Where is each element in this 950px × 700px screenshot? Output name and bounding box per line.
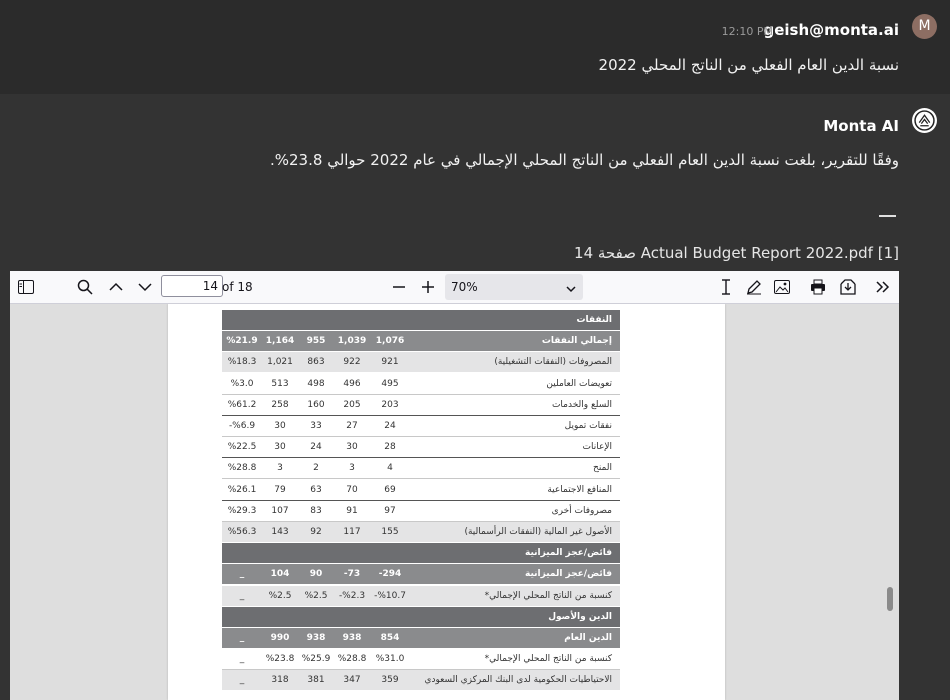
row-label: كنسبة من الناتج المحلي الإجمالي* xyxy=(484,654,612,665)
table-cell xyxy=(222,310,262,330)
table-cell: 1,039 xyxy=(337,336,367,347)
table-cell: %2.5 xyxy=(304,590,328,601)
assistant-avatar xyxy=(912,108,937,133)
table-cell: 1,021 xyxy=(267,357,293,368)
assistant-name: Monta AI xyxy=(823,117,899,135)
row-label: الإعانات xyxy=(582,442,612,453)
table-cell: 854 xyxy=(380,633,400,643)
table-cell: 938 xyxy=(342,633,362,643)
row-label: الدين والأصول xyxy=(548,611,612,622)
table-cell: 69 xyxy=(384,484,396,495)
table-cell: 1,076 xyxy=(375,336,405,347)
row-label: تعويضات العاملين xyxy=(546,378,612,389)
pdf-document-area[interactable] xyxy=(10,304,899,700)
draw-pen-icon[interactable] xyxy=(744,277,764,297)
table-cell: 30 xyxy=(346,442,358,453)
table-cell: 2 xyxy=(313,463,319,474)
table-row xyxy=(222,522,620,542)
table-cell: %28.8 xyxy=(227,463,257,474)
table-cell: 921 xyxy=(381,357,399,368)
table-cell: %61.2 xyxy=(227,399,257,410)
table-cell: 92 xyxy=(310,527,322,537)
row-label: المنح xyxy=(593,463,612,474)
table-row xyxy=(222,374,620,395)
table-cell: 143 xyxy=(271,527,289,537)
table-cell: 938 xyxy=(306,633,326,643)
zoom-out-icon[interactable] xyxy=(389,277,409,297)
row-label: فائض/عجز الميزانية xyxy=(525,548,612,559)
table-row xyxy=(222,395,620,416)
next-page-icon[interactable] xyxy=(135,277,155,297)
table-cell xyxy=(222,607,262,627)
table-cell: 63 xyxy=(310,484,322,495)
user-message-block xyxy=(0,0,950,94)
table-cell: _ xyxy=(239,633,245,643)
page-count: of 18 xyxy=(222,280,253,294)
table-cell xyxy=(370,543,410,563)
pdf-toolbar xyxy=(10,271,899,304)
table-cell: 4 xyxy=(387,463,393,474)
table-cell: 513 xyxy=(271,378,289,389)
sidebar-toggle-icon[interactable] xyxy=(16,277,36,297)
table-cell: %26.1 xyxy=(227,484,257,495)
citation-link[interactable]: [1] Actual Budget Report 2022.pdf صفحة 14 xyxy=(574,244,899,262)
text-select-icon[interactable] xyxy=(716,277,736,297)
table-cell: %3.0 xyxy=(230,378,254,389)
table-cell xyxy=(262,543,298,563)
zoom-in-icon[interactable] xyxy=(418,277,438,297)
table-cell: 107 xyxy=(271,505,289,516)
table-cell: %22.5 xyxy=(227,442,257,453)
table-cell: 990 xyxy=(270,633,290,643)
user-message-text: نسبة الدين العام الفعلي من الناتج المحلي 2022 xyxy=(598,56,899,74)
table-cell xyxy=(222,543,262,563)
table-cell: 30 xyxy=(274,442,286,453)
table-row xyxy=(222,437,620,458)
table-cell: 318 xyxy=(271,675,289,686)
insert-image-icon[interactable] xyxy=(772,277,792,297)
table-cell: %31.0 xyxy=(375,654,405,665)
table-cell: -294 xyxy=(378,569,402,580)
table-row xyxy=(222,649,620,670)
assistant-logo-icon xyxy=(914,110,935,131)
table-cell: 347 xyxy=(343,675,361,686)
scrollbar-thumb[interactable] xyxy=(887,587,893,611)
table-cell xyxy=(334,543,370,563)
print-icon[interactable] xyxy=(808,277,828,297)
table-cell: 70 xyxy=(346,484,358,495)
table-cell: 97 xyxy=(384,505,396,516)
row-label: كنسبة من الناتج المحلي الإجمالي* xyxy=(484,590,612,601)
table-row xyxy=(222,458,620,479)
table-cell xyxy=(262,310,298,330)
table-cell: 922 xyxy=(343,357,361,368)
search-icon[interactable] xyxy=(75,277,95,297)
table-row xyxy=(222,543,620,563)
table-cell: _ xyxy=(239,675,245,686)
table-row xyxy=(222,416,620,437)
table-cell xyxy=(262,607,298,627)
row-label: النفقات xyxy=(576,315,612,325)
user-name: geish@monta.ai xyxy=(763,21,899,39)
message-divider xyxy=(879,215,896,217)
table-cell: %56.3 xyxy=(227,527,257,537)
table-cell: 91 xyxy=(346,505,358,516)
table-row xyxy=(222,564,620,584)
table-cell: 83 xyxy=(310,505,322,516)
table-row xyxy=(222,628,620,648)
pdf-viewer xyxy=(10,271,899,700)
table-cell: 33 xyxy=(310,421,322,431)
save-download-icon[interactable] xyxy=(838,277,858,297)
table-cell: _ xyxy=(239,654,245,665)
table-cell: 381 xyxy=(307,675,325,686)
table-row xyxy=(222,352,620,372)
table-cell: 205 xyxy=(343,399,361,410)
table-cell: 24 xyxy=(384,421,396,431)
table-cell: -73 xyxy=(343,569,361,580)
row-label: الاحتياطيات الحكومية لدى البنك المركزي السعودي xyxy=(424,675,612,686)
table-row xyxy=(222,310,620,330)
table-cell: 155 xyxy=(381,527,399,537)
table-cell: 104 xyxy=(270,569,290,580)
table-cell xyxy=(334,310,370,330)
table-row xyxy=(222,501,620,522)
table-cell: 28 xyxy=(384,442,396,453)
row-label: السلع والخدمات xyxy=(551,399,612,410)
table-cell xyxy=(298,543,334,563)
zoom-select[interactable] xyxy=(445,274,583,300)
table-cell: 863 xyxy=(307,357,325,368)
zoom-value: 70% xyxy=(451,280,478,294)
previous-page-icon[interactable] xyxy=(106,277,126,297)
row-label: الدين العام xyxy=(564,633,612,643)
table-cell: %29.3 xyxy=(227,505,257,516)
table-cell: _ xyxy=(239,590,245,601)
row-label: المصروفات (النفقات التشغيلية) xyxy=(494,357,612,368)
table-cell: 258 xyxy=(271,399,289,410)
table-cell: 160 xyxy=(307,399,325,410)
table-row xyxy=(222,586,620,606)
table-cell: 496 xyxy=(343,378,361,389)
table-cell xyxy=(370,607,410,627)
table-cell: _ xyxy=(239,569,245,580)
table-cell: 203 xyxy=(381,399,399,410)
table-cell xyxy=(298,310,334,330)
table-cell: 90 xyxy=(309,569,323,580)
table-row xyxy=(222,670,620,690)
table-cell: 79 xyxy=(274,484,286,495)
table-cell: 498 xyxy=(307,378,325,389)
table-cell: %23.8 xyxy=(265,654,295,665)
user-avatar: M xyxy=(912,14,937,39)
table-cell: %28.8 xyxy=(337,654,367,665)
table-cell: %2.5 xyxy=(268,590,292,601)
table-cell: 955 xyxy=(306,336,326,347)
table-cell: 30 xyxy=(274,421,286,431)
chevron-down-icon xyxy=(565,280,577,299)
message-timestamp: 12:10 PM xyxy=(721,25,773,38)
table-cell: %25.9 xyxy=(301,654,331,665)
row-label: إجمالي النفقات xyxy=(541,336,612,347)
table-row xyxy=(222,480,620,501)
assistant-message-text: وفقًا للتقرير، بلغت نسبة الدين العام الفعلي من الناتج المحلي الإجمالي في عام 2022 حوالي 23.8%. xyxy=(269,151,899,169)
table-cell xyxy=(334,607,370,627)
table-cell: 24 xyxy=(310,442,322,453)
table-cell: -%10.7 xyxy=(374,590,406,601)
row-label: نفقات تمويل xyxy=(564,421,612,431)
table-cell: 3 xyxy=(349,463,355,474)
table-cell xyxy=(370,310,410,330)
page-number-input[interactable] xyxy=(161,275,223,297)
table-cell: 359 xyxy=(381,675,399,686)
table-cell: 495 xyxy=(381,378,399,389)
row-label: الأصول غير المالية (النفقات الرأسمالية) xyxy=(464,527,612,537)
tools-menu-icon[interactable] xyxy=(873,277,893,297)
table-cell: %21.9 xyxy=(226,336,258,347)
table-cell xyxy=(298,607,334,627)
table-cell: %18.3 xyxy=(227,357,257,368)
table-cell: 27 xyxy=(346,421,358,431)
row-label: فائض/عجز الميزانية xyxy=(525,569,612,580)
table-cell: 3 xyxy=(277,463,283,474)
table-row xyxy=(222,607,620,627)
table-cell: 1,164 xyxy=(265,336,295,347)
table-cell: -%6.9 xyxy=(228,421,256,431)
row-label: مصروفات أخرى xyxy=(551,505,612,516)
table-row xyxy=(222,331,620,351)
pdf-page xyxy=(168,304,725,700)
row-label: المنافع الاجتماعية xyxy=(547,484,612,495)
table-cell: -%2.3 xyxy=(338,590,366,601)
table-cell: 117 xyxy=(343,527,361,537)
